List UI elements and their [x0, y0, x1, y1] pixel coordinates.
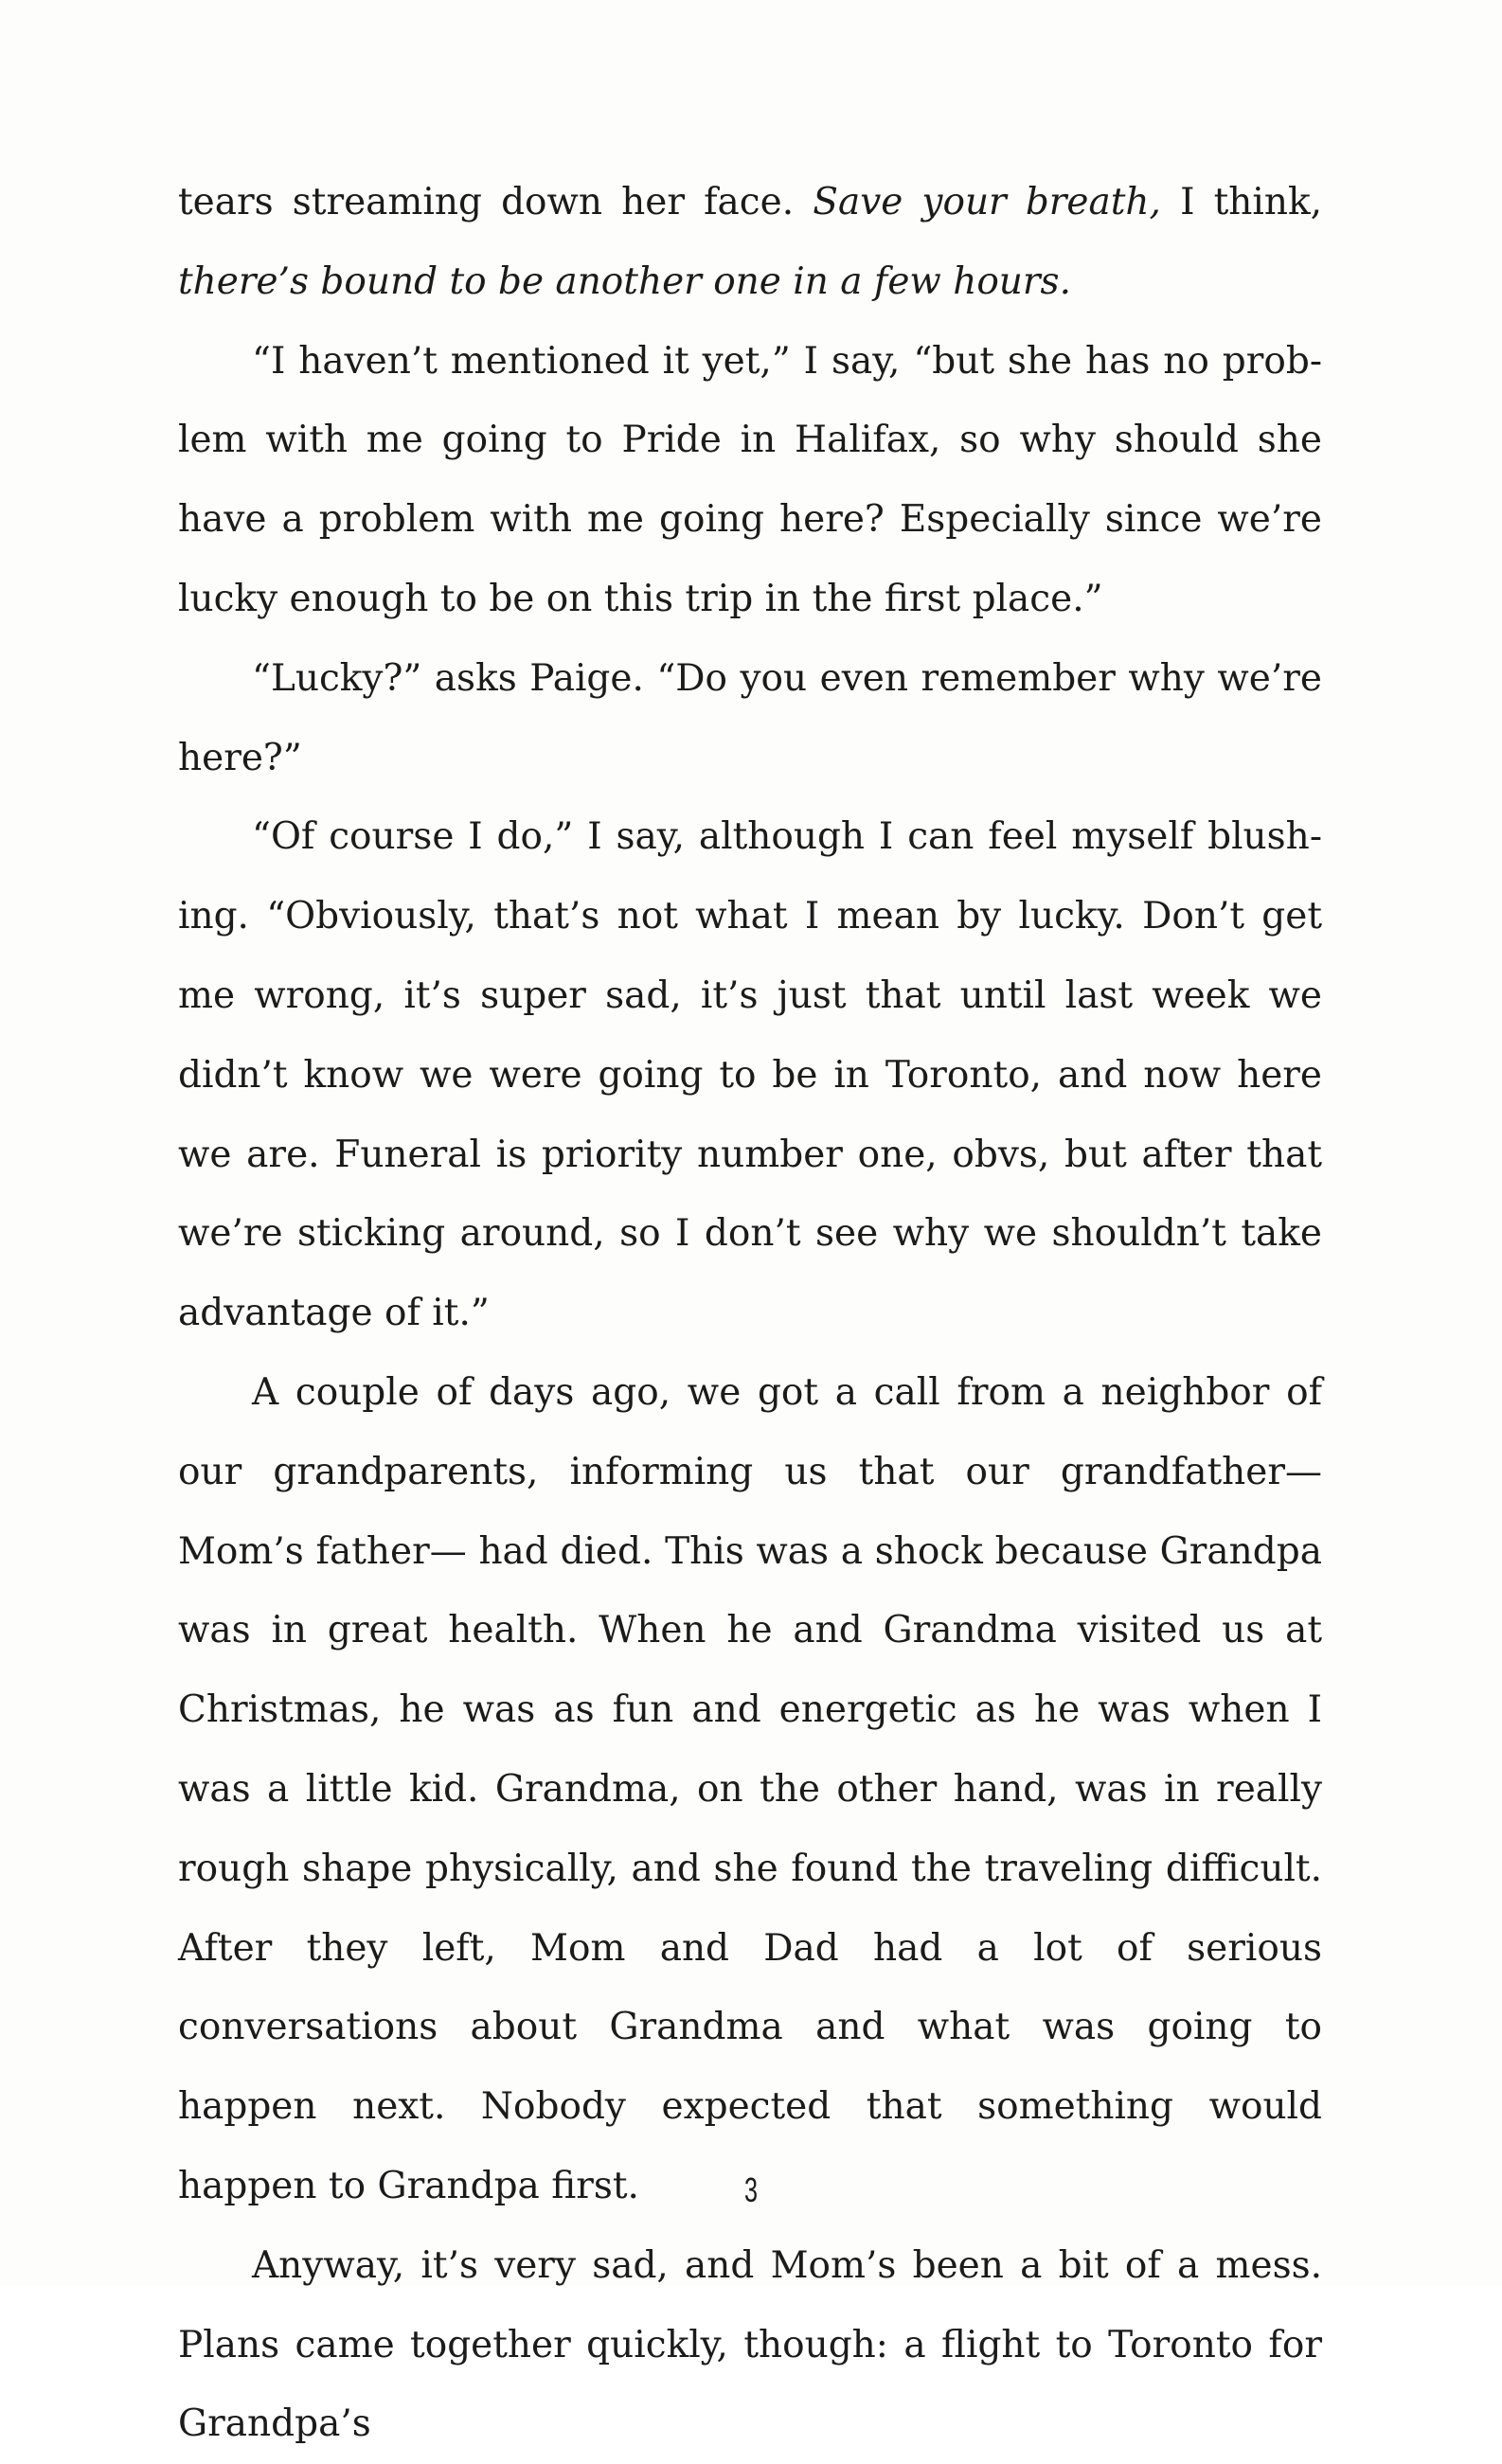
body-text	[178, 163, 1322, 2464]
text-run: “Lucky?” asks Paige. “Do you even remember why we’re here?”	[178, 656, 1322, 779]
text-run: A couple of days ago, we got a call from a neighbor of our grandparents, informing us that our grandfather—Mom’s father— had died. This was a shock because Grandpa was in great health. When he and Grandma visited us at Christmas, he was as fun and energetic as he was when I was a little kid. Grandma, on the other hand, was in really rough shape physically, and she found the traveling difficult. After they left, Mom and Dad had a lot of serious conversations about Grandma and what was going to happen next. Nobody expected that something would happen to Grandpa first.	[178, 1370, 1322, 2207]
paragraph-2	[178, 322, 1322, 639]
paragraph-6	[178, 2226, 1322, 2464]
text-run: Anyway, it’s very sad, and Mom’s been a bit of a mess. Plans came together quickly, though: a flight to Toronto for Grandpa’s	[178, 2243, 1322, 2446]
paragraph-1	[178, 163, 1322, 322]
page-number: 3	[743, 2170, 759, 2209]
italic-text-run: Save your breath,	[813, 181, 1161, 223]
text-run: “I haven’t mentioned it yet,” I say, “but she has no problem with me going to Pride in Halifax, so why should she have a problem with me going here? Especially since we’re lucky enough to be on this trip in the first place.”	[178, 339, 1322, 620]
paragraph-3	[178, 639, 1322, 798]
italic-text-run: there’s bound to be another one in a few hours.	[178, 259, 1071, 303]
text-run: “Of course I do,” I say, although I can feel myself blushing. “Obviously, that’s not what I mean by lucky. Don’t get me wrong, it’s super sad, it’s just that until last week we didn’t know we were going to be in Toronto, and now here we are. Funeral is priority number one, obvs, but after that we’re sticking around, so I don’t see why we shouldn’t take advantage of it.”	[178, 815, 1322, 1335]
paragraph-5	[178, 1353, 1322, 2226]
text-run: I think,	[1160, 181, 1322, 223]
text-run: tears streaming down her face.	[178, 181, 814, 223]
paragraph-4	[178, 797, 1322, 1353]
